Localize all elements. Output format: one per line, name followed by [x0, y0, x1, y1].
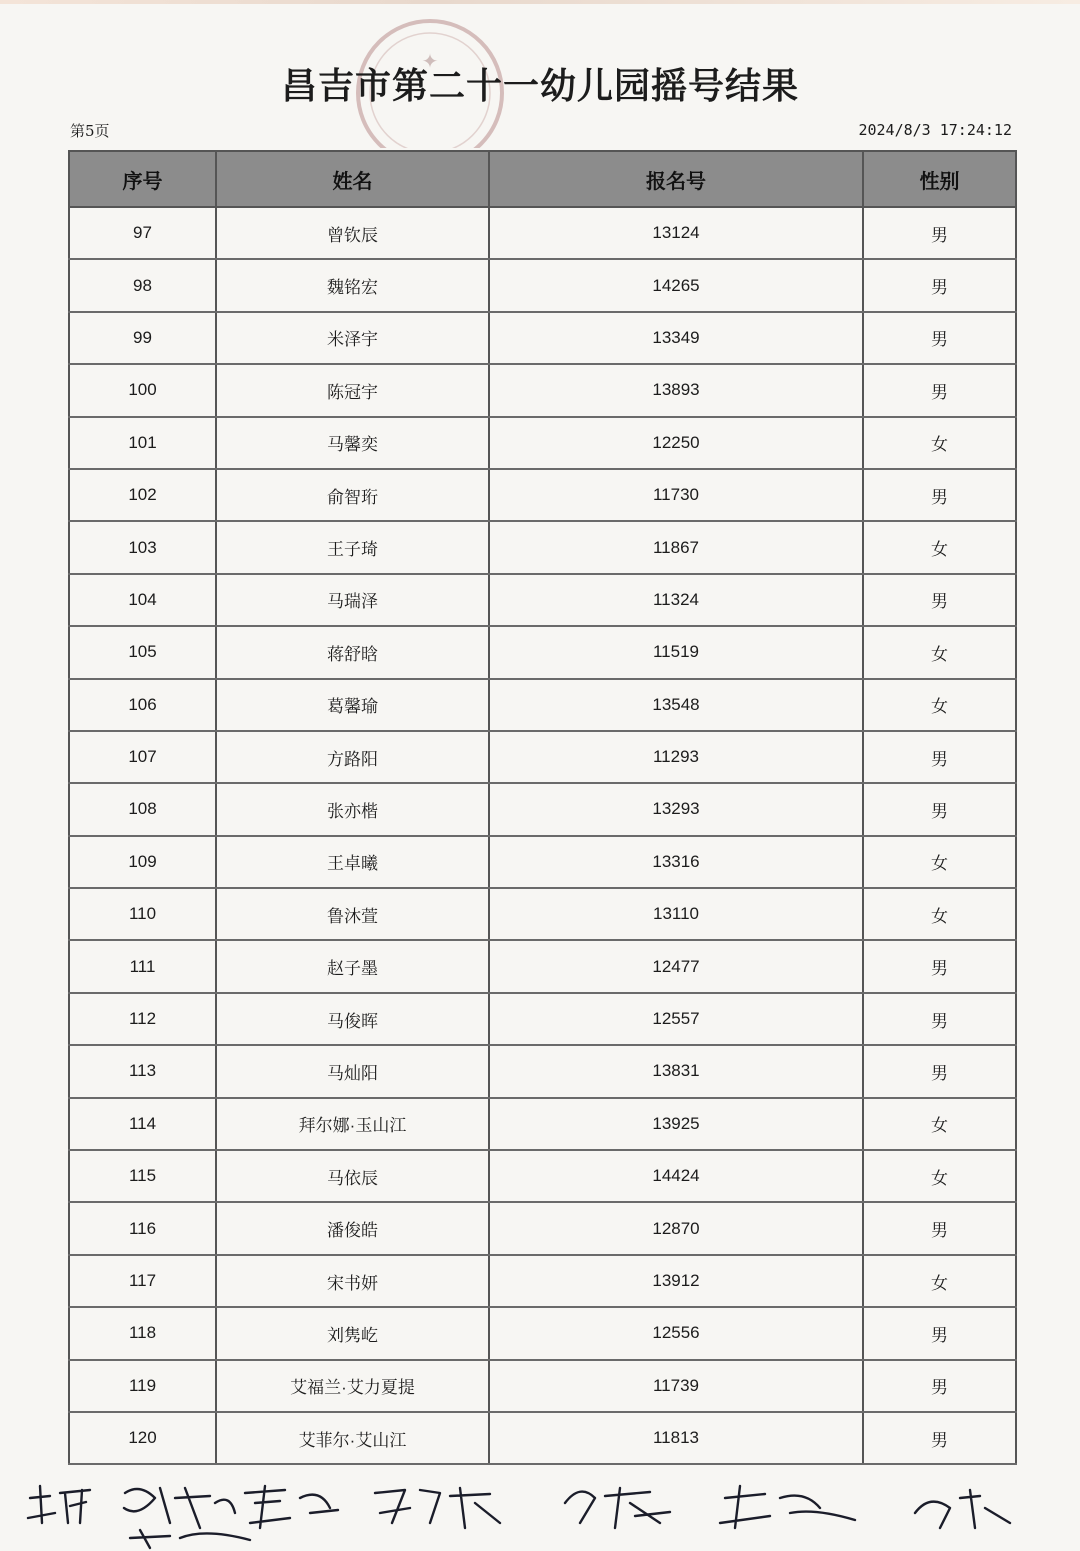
registration-number-cell: 11293: [489, 731, 863, 783]
serial-cell: 113: [69, 1045, 216, 1097]
table-row: [69, 1202, 1016, 1254]
serial-cell: 106: [69, 679, 216, 731]
table-row: [69, 469, 1016, 521]
registration-number-cell: 11739: [489, 1360, 863, 1412]
gender-cell: 女: [863, 1098, 1016, 1150]
table-row: [69, 783, 1016, 835]
name-cell: 马依辰: [216, 1150, 489, 1202]
registration-number-cell: 13925: [489, 1098, 863, 1150]
table-row: [69, 1360, 1016, 1412]
serial-cell: 102: [69, 469, 216, 521]
serial-cell: 101: [69, 417, 216, 469]
registration-number-cell: 13548: [489, 679, 863, 731]
registration-number-cell: 13316: [489, 836, 863, 888]
serial-cell: 119: [69, 1360, 216, 1412]
gender-cell: 男: [863, 1307, 1016, 1359]
gender-cell: 女: [863, 836, 1016, 888]
registration-number-cell: 12250: [489, 417, 863, 469]
serial-cell: 98: [69, 259, 216, 311]
gender-cell: 男: [863, 1202, 1016, 1254]
table-row: [69, 626, 1016, 678]
name-cell: 马瑞泽: [216, 574, 489, 626]
gender-cell: 男: [863, 993, 1016, 1045]
scan-edge: [0, 0, 1080, 4]
registration-number-cell: 11730: [489, 469, 863, 521]
serial-cell: 117: [69, 1255, 216, 1307]
registration-number-cell: 13293: [489, 783, 863, 835]
registration-number-cell: 12477: [489, 940, 863, 992]
name-cell: 陈冠宇: [216, 364, 489, 416]
registration-number-cell: 11867: [489, 521, 863, 573]
gender-cell: 女: [863, 1150, 1016, 1202]
name-cell: 刘隽屹: [216, 1307, 489, 1359]
table-row: [69, 993, 1016, 1045]
name-cell: 艾菲尔·艾山江: [216, 1412, 489, 1464]
gender-cell: 男: [863, 1412, 1016, 1464]
serial-cell: 118: [69, 1307, 216, 1359]
registration-number-cell: 13110: [489, 888, 863, 940]
registration-number-cell: 13349: [489, 312, 863, 364]
table-row: [69, 1098, 1016, 1150]
page-number: 第5页: [70, 122, 110, 140]
gender-cell: 男: [863, 1360, 1016, 1412]
serial-cell: 100: [69, 364, 216, 416]
name-cell: 拜尔娜·玉山江: [216, 1098, 489, 1150]
name-cell: 魏铭宏: [216, 259, 489, 311]
gender-cell: 男: [863, 207, 1016, 259]
registration-number-cell: 11519: [489, 626, 863, 678]
serial-cell: 120: [69, 1412, 216, 1464]
name-cell: 潘俊皓: [216, 1202, 489, 1254]
name-cell: 葛馨瑜: [216, 679, 489, 731]
name-cell: 蒋舒晗: [216, 626, 489, 678]
name-cell: 马灿阳: [216, 1045, 489, 1097]
table-row: [69, 417, 1016, 469]
gender-cell: 男: [863, 312, 1016, 364]
gender-cell: 男: [863, 940, 1016, 992]
header-registration-number: 报名号: [489, 151, 863, 207]
registration-number-cell: 12870: [489, 1202, 863, 1254]
name-cell: 曾钦辰: [216, 207, 489, 259]
serial-cell: 108: [69, 783, 216, 835]
serial-cell: 105: [69, 626, 216, 678]
header-gender: 性别: [863, 151, 1016, 207]
gender-cell: 女: [863, 417, 1016, 469]
registration-number-cell: 11813: [489, 1412, 863, 1464]
print-timestamp: 2024/8/3 17:24:12: [858, 121, 1012, 139]
gender-cell: 女: [863, 1255, 1016, 1307]
serial-cell: 107: [69, 731, 216, 783]
gender-cell: 女: [863, 626, 1016, 678]
serial-cell: 110: [69, 888, 216, 940]
name-cell: 鲁沐萱: [216, 888, 489, 940]
registration-number-cell: 13124: [489, 207, 863, 259]
name-cell: 俞智珩: [216, 469, 489, 521]
serial-cell: 114: [69, 1098, 216, 1150]
name-cell: 宋书妍: [216, 1255, 489, 1307]
serial-cell: 104: [69, 574, 216, 626]
lottery-results-table: [68, 150, 1017, 1465]
gender-cell: 女: [863, 679, 1016, 731]
registration-number-cell: 12557: [489, 993, 863, 1045]
table-row: [69, 731, 1016, 783]
name-cell: 王子琦: [216, 521, 489, 573]
name-cell: 赵子墨: [216, 940, 489, 992]
serial-cell: 109: [69, 836, 216, 888]
gender-cell: 男: [863, 469, 1016, 521]
serial-cell: 99: [69, 312, 216, 364]
registration-number-cell: 13831: [489, 1045, 863, 1097]
header-serial: 序号: [69, 151, 216, 207]
name-cell: 艾福兰·艾力夏提: [216, 1360, 489, 1412]
gender-cell: 女: [863, 888, 1016, 940]
table-row: [69, 888, 1016, 940]
name-cell: 张亦楷: [216, 783, 489, 835]
table-row: [69, 364, 1016, 416]
page-title: 昌吉市第二十一幼儿园摇号结果: [280, 66, 799, 107]
table-row: [69, 1255, 1016, 1307]
table-row: [69, 940, 1016, 992]
table-row: [69, 679, 1016, 731]
header-name: 姓名: [216, 151, 489, 207]
serial-cell: 112: [69, 993, 216, 1045]
table-row: [69, 836, 1016, 888]
registration-number-cell: 13893: [489, 364, 863, 416]
name-cell: 米泽宇: [216, 312, 489, 364]
table-header-row: [69, 151, 1016, 207]
table-row: [69, 574, 1016, 626]
table-row: [69, 1307, 1016, 1359]
table-row: [69, 312, 1016, 364]
gender-cell: 男: [863, 731, 1016, 783]
table-row: [69, 259, 1016, 311]
registration-number-cell: 14424: [489, 1150, 863, 1202]
registration-number-cell: 11324: [489, 574, 863, 626]
table-body: [69, 207, 1016, 1464]
gender-cell: 男: [863, 364, 1016, 416]
gender-cell: 男: [863, 783, 1016, 835]
table-row: [69, 521, 1016, 573]
table-row: [69, 207, 1016, 259]
svg-text:✦: ✦: [421, 49, 439, 73]
table-row: [69, 1412, 1016, 1464]
gender-cell: 女: [863, 521, 1016, 573]
serial-cell: 115: [69, 1150, 216, 1202]
registration-number-cell: 12556: [489, 1307, 863, 1359]
name-cell: 马馨奕: [216, 417, 489, 469]
gender-cell: 男: [863, 259, 1016, 311]
table-row: [69, 1150, 1016, 1202]
serial-cell: 103: [69, 521, 216, 573]
name-cell: 王卓曦: [216, 836, 489, 888]
name-cell: 方路阳: [216, 731, 489, 783]
name-cell: 马俊晖: [216, 993, 489, 1045]
gender-cell: 男: [863, 574, 1016, 626]
registration-number-cell: 14265: [489, 259, 863, 311]
table-row: [69, 1045, 1016, 1097]
handwritten-signatures: [20, 1468, 1060, 1551]
serial-cell: 97: [69, 207, 216, 259]
registration-number-cell: 13912: [489, 1255, 863, 1307]
serial-cell: 111: [69, 940, 216, 992]
serial-cell: 116: [69, 1202, 216, 1254]
gender-cell: 男: [863, 1045, 1016, 1097]
